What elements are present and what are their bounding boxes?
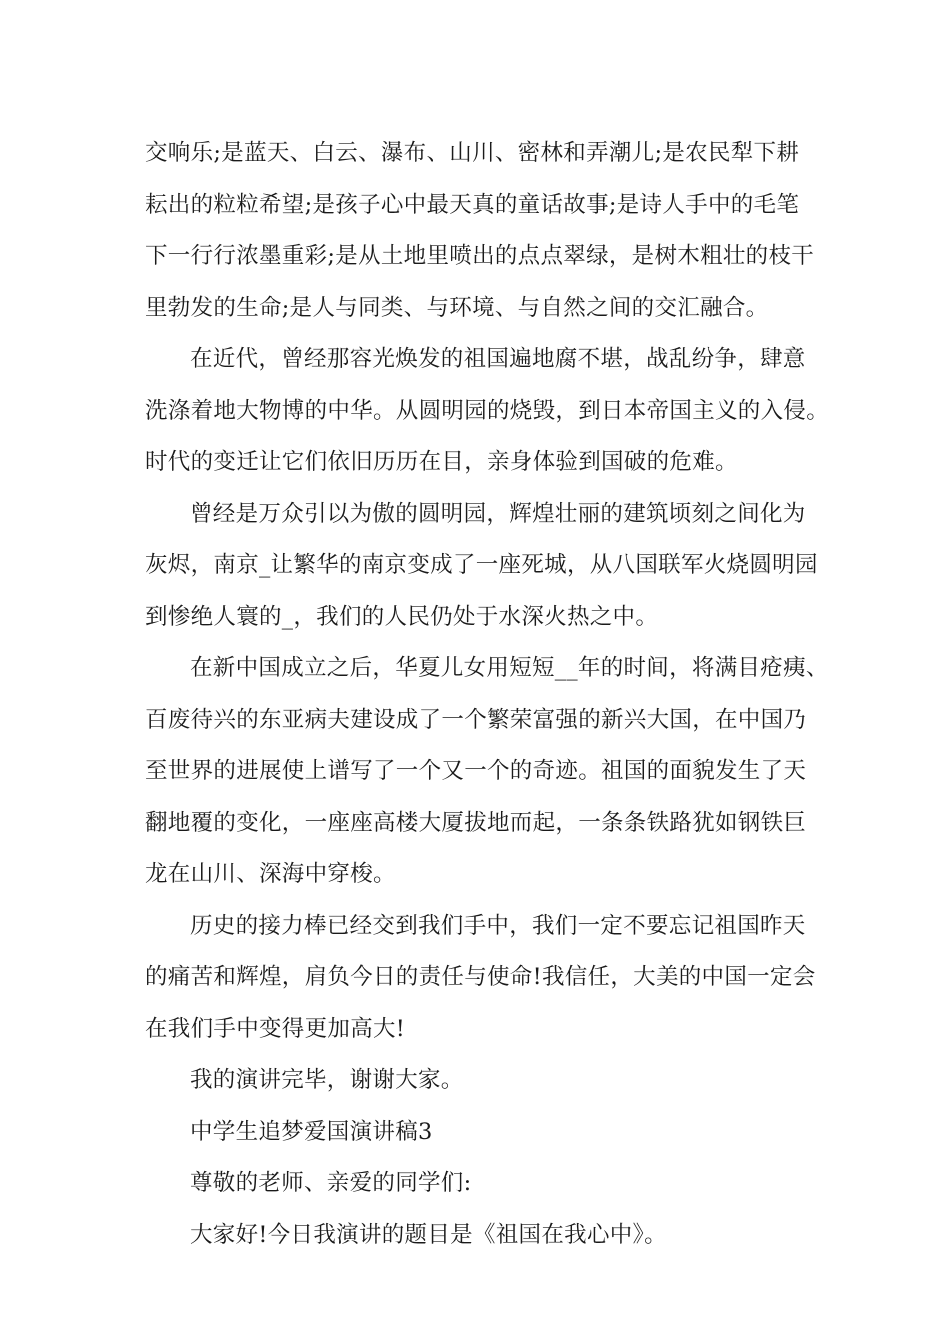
text-line: 里勃发的生命;是人与同类、与环境、与自然之间的交汇融合。	[145, 294, 769, 321]
paragraph	[145, 1158, 825, 1210]
text-line: 曾经是万众引以为傲的圆明园，辉煌壮丽的建筑顷刻之间化为	[190, 500, 806, 527]
paragraph	[145, 1210, 825, 1262]
document-body	[145, 128, 830, 1261]
paragraph	[145, 334, 830, 489]
text-line: 时代的变迁让它们依旧历历在目，亲身体验到国破的危难。	[145, 449, 738, 475]
paragraph	[145, 643, 829, 901]
text-line: 在新中国成立之后，华夏儿女用短短__年的时间，将满目疮痍、	[190, 655, 829, 681]
text-line: 在我们手中变得更加高大!	[145, 1015, 406, 1042]
text-line: 尊敬的老师、亲爱的同学们:	[190, 1170, 472, 1196]
text-line: 洗涤着地大物博的中华。从圆明园的烧毁，到日本帝国主义的入侵。	[145, 397, 830, 424]
text-line: 历史的接力棒已经交到我们手中，我们一定不要忘记祖国昨天	[190, 912, 806, 939]
paragraph	[145, 1107, 825, 1159]
paragraph	[145, 1055, 825, 1107]
text-line: 我的演讲完毕，谢谢大家。	[190, 1067, 464, 1093]
text-line: 交响乐;是蓝天、白云、瀑布、山川、密林和弄潮儿;是农民犁下耕	[145, 140, 800, 166]
text-line: 下一行行浓墨重彩;是从土地里喷出的点点翠绿，是树木粗壮的枝干	[145, 243, 815, 269]
text-line: 百废待兴的东亚病夫建设成了一个繁荣富强的新兴大国，在中国乃	[145, 706, 807, 733]
text-line: 大家好!今日我演讲的题目是《祖国在我心中》。	[190, 1221, 667, 1248]
text-line: 耘出的粒粒希望;是孩子心中最天真的童话故事;是诗人手中的毛笔	[145, 191, 800, 218]
text-line: 在近代，曾经那容光焕发的祖国遍地腐不堪，战乱纷争，肆意	[190, 346, 806, 372]
paragraph	[145, 901, 825, 1056]
text-line: 灰烬，南京_让繁华的南京变成了一座死城，从八国联军火烧圆明园	[145, 552, 818, 578]
text-line: 到惨绝人寰的_，我们的人民仍处于水深火热之中。	[145, 603, 659, 630]
paragraph	[145, 489, 825, 644]
text-line: 至世界的进展使上谱写了一个又一个的奇迹。祖国的面貌发生了天	[145, 758, 807, 784]
text-line: 翻地覆的变化，一座座高楼大厦拔地而起，一条条铁路犹如钢铁巨	[145, 809, 807, 836]
paragraph	[145, 128, 825, 334]
text-line: 中学生追梦爱国演讲稿3	[190, 1118, 433, 1145]
text-line: 的痛苦和辉煌，肩负今日的责任与使命!我信任，大美的中国一定会	[145, 964, 816, 990]
text-line: 龙在山川、深海中穿梭。	[145, 861, 396, 887]
